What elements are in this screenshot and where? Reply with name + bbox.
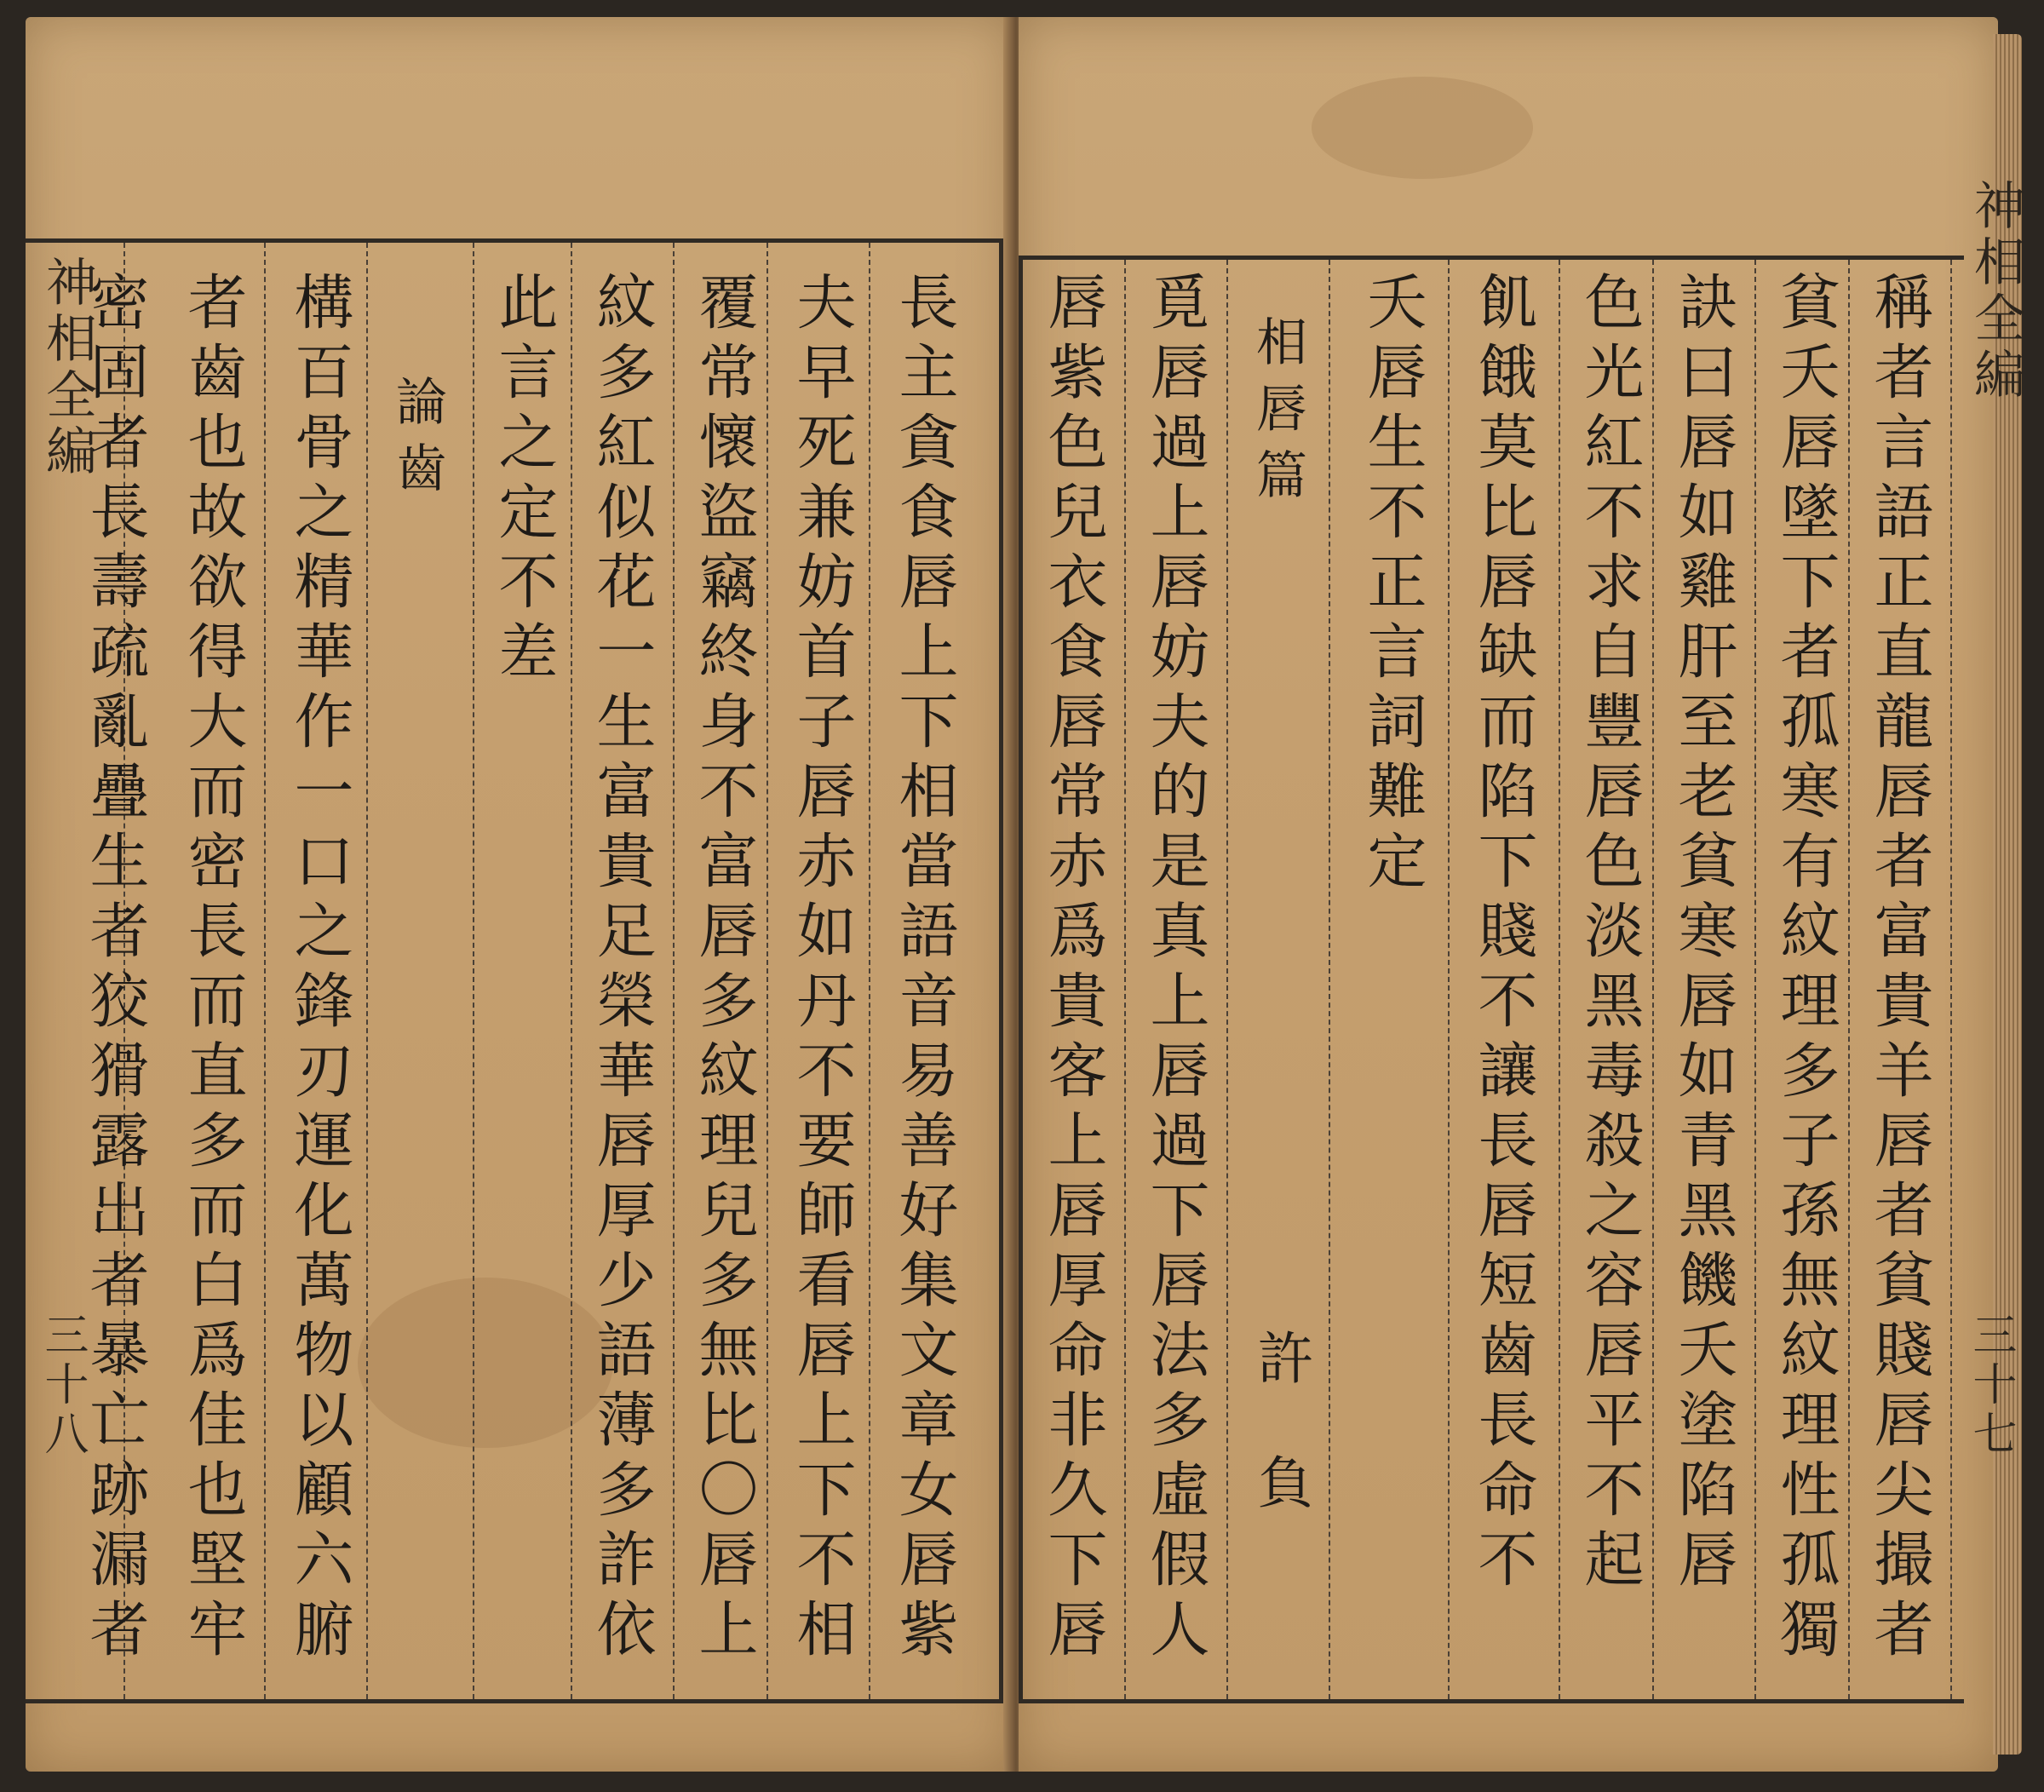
column-rule (1448, 260, 1450, 1699)
column-rule (1226, 260, 1228, 1699)
text-column: 飢餓莫比唇缺而陷下賤不讓長唇短齒長命不 (1468, 271, 1538, 1598)
column-rule (869, 243, 870, 1699)
text-column: 長主貪食唇上下相當語音易善好集文章女唇紫 (889, 271, 959, 1668)
folio-number: 三十七 (1965, 1312, 2016, 1460)
fold-title: 神相全編 (1966, 179, 2025, 404)
column-rule (1124, 260, 1126, 1699)
column-rule (1329, 260, 1330, 1699)
text-column: 此言之定不差 (489, 271, 559, 690)
column-rule (571, 243, 572, 1699)
chapter-title: 相唇篇 (1248, 315, 1307, 514)
text-column: 唇紫色兒衣食唇常赤爲貴客上唇厚命非久下唇 (1038, 271, 1108, 1668)
fold-title: 神相全編 (37, 256, 97, 480)
author-name: 許負 (1248, 1329, 1313, 1577)
text-column: 夭唇生不正言詞難定 (1358, 271, 1427, 899)
text-column: 密固者長壽疏亂疊生者狡猾露出者暴亡跡漏者 (80, 271, 150, 1668)
column-rule (1848, 260, 1850, 1699)
column-rule (1950, 260, 1952, 1699)
column-rule (264, 243, 266, 1699)
column-rule (1754, 260, 1756, 1699)
text-column: 色光紅不求自豐唇色淡黑毒殺之容唇平不起 (1575, 271, 1645, 1598)
column-rule (1652, 260, 1654, 1699)
column-rule (673, 243, 675, 1699)
folio-number: 三十八 (37, 1312, 88, 1460)
text-column: 夫早死兼妨首子唇赤如丹不要師看唇上下不相 (787, 271, 857, 1668)
text-column: 訣曰唇如雞肝至老貧寒唇如青黑饑夭塗陷唇 (1668, 271, 1738, 1598)
column-rule (473, 243, 474, 1699)
text-column: 構百骨之精華作一口之鋒刃運化萬物以顧六腑 (284, 271, 354, 1668)
section-heading: 論齒 (388, 375, 447, 508)
text-column: 紋多紅似花一生富貴足榮華唇厚少語薄多詐依 (587, 271, 657, 1668)
text-column: 者齒也故欲得大而密長而直多而白爲佳也堅牢 (178, 271, 248, 1668)
text-column: 覓唇過上唇妨夫的是真上唇過下唇法多虛假人 (1140, 271, 1210, 1668)
column-rule (1559, 260, 1560, 1699)
column-rule (766, 243, 768, 1699)
text-column: 稱者言語正直龍唇者富貴羊唇者貧賤唇尖撮者 (1864, 271, 1934, 1668)
paper-stain (1312, 77, 1533, 179)
text-column: 貧夭唇墜下者孤寒有紋理多子孫無紋理性孤獨 (1771, 271, 1840, 1668)
text-column: 覆常懷盜竊終身不富唇多紋理兒多無比〇唇上 (689, 271, 759, 1668)
column-rule (366, 243, 368, 1699)
